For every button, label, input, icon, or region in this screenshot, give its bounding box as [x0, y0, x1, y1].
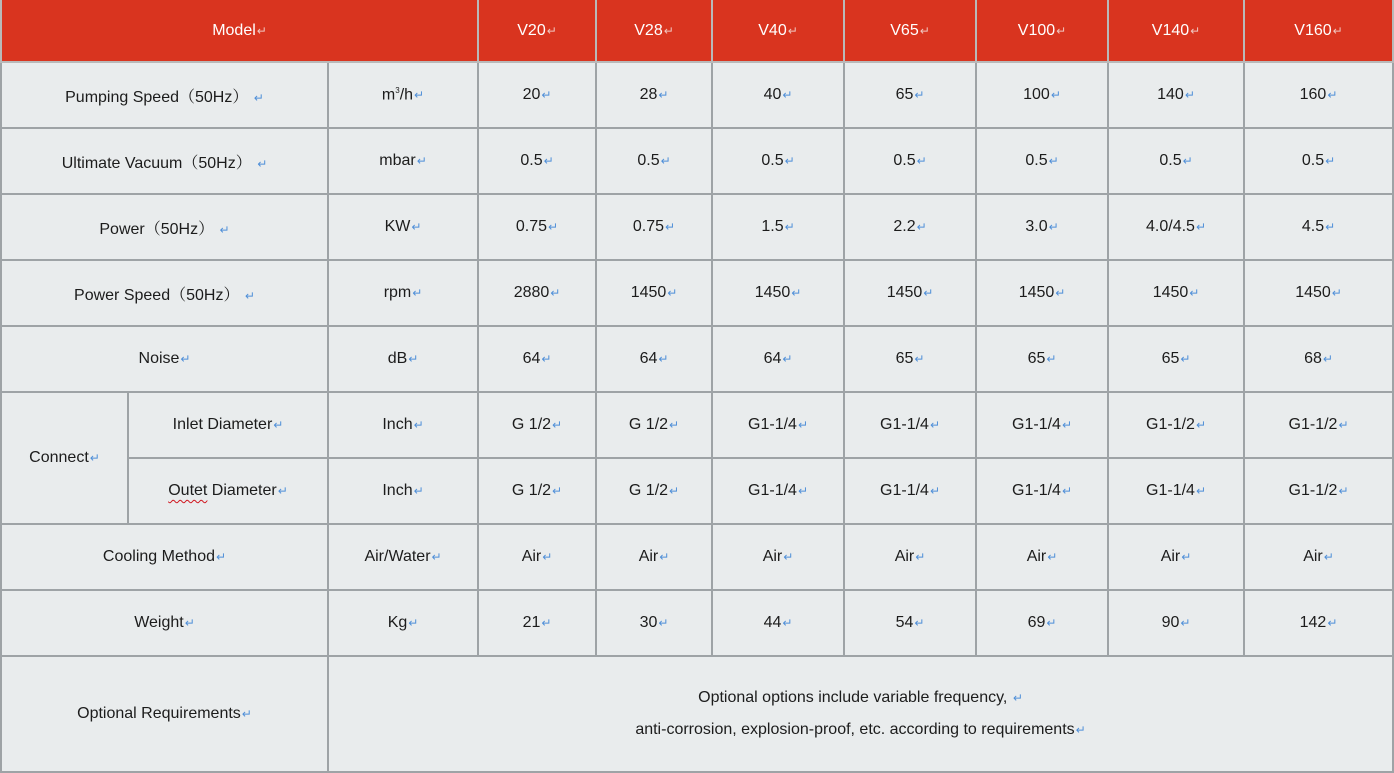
optional-line: anti-corrosion, explosion-proof, etc. according to requirements↵ — [635, 721, 1086, 738]
value-cell: 30↵ — [596, 590, 712, 656]
table-row — [1, 656, 1393, 772]
unit-cell: KW↵ — [328, 194, 478, 260]
value-cell: 1.5↵ — [712, 194, 844, 260]
unit-cell: dB↵ — [328, 326, 478, 392]
paragraph-mark-icon: ↵ — [797, 484, 808, 498]
paragraph-mark-icon: ↵ — [552, 484, 563, 498]
value-cell: 1450↵ — [844, 260, 976, 326]
value-cell: 160↵ — [1244, 62, 1393, 128]
paragraph-mark-icon: ↵ — [667, 286, 678, 300]
value-cell: 142↵ — [1244, 590, 1393, 656]
paragraph-mark-icon: ↵ — [1338, 484, 1349, 498]
paragraph-mark-icon: ↵ — [1056, 23, 1067, 38]
paragraph-mark-icon: ↵ — [791, 286, 802, 300]
paragraph-mark-icon: ↵ — [253, 90, 264, 105]
value-cell: 2880↵ — [478, 260, 596, 326]
paragraph-mark-icon: ↵ — [241, 707, 252, 721]
paragraph-mark-icon: ↵ — [216, 550, 227, 564]
value-cell: 0.5↵ — [596, 128, 712, 194]
row-label: Inlet Diameter↵ — [128, 392, 328, 458]
paragraph-mark-icon: ↵ — [257, 156, 268, 171]
header-model-label: Model↵ — [1, 0, 478, 62]
paragraph-mark-icon: ↵ — [1047, 550, 1058, 564]
paragraph-mark-icon: ↵ — [1046, 616, 1057, 630]
value-cell: Air↵ — [976, 524, 1108, 590]
value-cell: 0.5↵ — [976, 128, 1108, 194]
value-cell: 0.75↵ — [596, 194, 712, 260]
value-cell: 2.2↵ — [844, 194, 976, 260]
value-cell: G1-1/2↵ — [1108, 392, 1244, 458]
paragraph-mark-icon: ↵ — [797, 418, 808, 432]
value-cell: G1-1/4↵ — [976, 458, 1108, 524]
paragraph-mark-icon: ↵ — [1061, 418, 1072, 432]
paragraph-mark-icon: ↵ — [548, 220, 559, 234]
value-cell: Air↵ — [1108, 524, 1244, 590]
paragraph-mark-icon: ↵ — [665, 220, 676, 234]
value-cell: 0.5↵ — [1108, 128, 1244, 194]
paragraph-mark-icon: ↵ — [782, 88, 793, 102]
header-model: V40↵ — [712, 0, 844, 62]
value-cell: G 1/2↵ — [596, 458, 712, 524]
paragraph-mark-icon: ↵ — [542, 550, 553, 564]
header-model: V20↵ — [478, 0, 596, 62]
paragraph-mark-icon: ↵ — [1195, 418, 1206, 432]
paragraph-mark-icon: ↵ — [1075, 723, 1086, 737]
unit-cell: rpm↵ — [328, 260, 478, 326]
paragraph-mark-icon: ↵ — [431, 550, 442, 564]
unit-cell: Kg↵ — [328, 590, 478, 656]
table-row — [1, 194, 1393, 260]
paragraph-mark-icon: ↵ — [923, 286, 934, 300]
value-cell: 54↵ — [844, 590, 976, 656]
paragraph-mark-icon: ↵ — [783, 550, 794, 564]
value-cell: 0.75↵ — [478, 194, 596, 260]
paragraph-mark-icon: ↵ — [543, 154, 554, 168]
table-row — [1, 62, 1393, 128]
value-cell: 90↵ — [1108, 590, 1244, 656]
value-cell: G1-1/2↵ — [1244, 392, 1393, 458]
paragraph-mark-icon: ↵ — [256, 23, 267, 38]
value-cell: 0.5↵ — [478, 128, 596, 194]
paragraph-mark-icon: ↵ — [413, 484, 424, 498]
paragraph-mark-icon: ↵ — [1195, 484, 1206, 498]
paragraph-mark-icon: ↵ — [784, 154, 795, 168]
paragraph-mark-icon: ↵ — [1325, 154, 1336, 168]
paragraph-mark-icon: ↵ — [1046, 352, 1057, 366]
paragraph-mark-icon: ↵ — [1195, 220, 1207, 234]
paragraph-mark-icon: ↵ — [1061, 484, 1072, 498]
table-row — [1, 392, 1393, 458]
value-cell: G1-1/4↵ — [712, 458, 844, 524]
value-cell: Air↵ — [1244, 524, 1393, 590]
value-cell: 28↵ — [596, 62, 712, 128]
value-cell: 20↵ — [478, 62, 596, 128]
value-cell: 1450↵ — [976, 260, 1108, 326]
value-cell: G 1/2↵ — [596, 392, 712, 458]
paragraph-mark-icon: ↵ — [916, 154, 927, 168]
paragraph-mark-icon: ↵ — [663, 23, 674, 38]
paragraph-mark-icon: ↵ — [660, 154, 671, 168]
value-cell: Air↵ — [596, 524, 712, 590]
paragraph-mark-icon: ↵ — [659, 550, 670, 564]
row-label: Power（50Hz） ↵ — [1, 194, 328, 260]
paragraph-mark-icon: ↵ — [546, 23, 557, 38]
paragraph-mark-icon: ↵ — [277, 484, 288, 498]
value-cell: 65↵ — [976, 326, 1108, 392]
value-cell: 1450↵ — [1244, 260, 1393, 326]
value-cell: 100↵ — [976, 62, 1108, 128]
paragraph-mark-icon: ↵ — [669, 484, 680, 498]
value-cell: 44↵ — [712, 590, 844, 656]
value-cell: G1-1/4↵ — [712, 392, 844, 458]
value-cell: 0.5↵ — [1244, 128, 1393, 194]
paragraph-mark-icon: ↵ — [1182, 154, 1193, 168]
value-cell: 64↵ — [712, 326, 844, 392]
paragraph-mark-icon: ↵ — [914, 616, 925, 630]
value-cell: G 1/2↵ — [478, 392, 596, 458]
value-cell: Air↵ — [712, 524, 844, 590]
value-cell: 68↵ — [1244, 326, 1393, 392]
table-row — [1, 458, 1393, 524]
paragraph-mark-icon: ↵ — [784, 220, 795, 234]
value-cell: Air↵ — [478, 524, 596, 590]
value-cell: 21↵ — [478, 590, 596, 656]
value-cell: 3.0↵ — [976, 194, 1108, 260]
row-label: Noise↵ — [1, 326, 328, 392]
paragraph-mark-icon: ↵ — [412, 286, 423, 300]
paragraph-mark-icon: ↵ — [658, 616, 669, 630]
optional-requirements-text — [328, 656, 1393, 772]
paragraph-mark-icon: ↵ — [1012, 691, 1023, 705]
paragraph-mark-icon: ↵ — [1327, 616, 1338, 630]
paragraph-mark-icon: ↵ — [1325, 220, 1336, 234]
paragraph-mark-icon: ↵ — [408, 352, 419, 366]
value-cell: G 1/2↵ — [478, 458, 596, 524]
row-label: Weight↵ — [1, 590, 328, 656]
paragraph-mark-icon: ↵ — [929, 484, 940, 498]
row-label: Outet Diameter↵ — [128, 458, 328, 524]
value-cell: G1-1/4↵ — [976, 392, 1108, 458]
value-cell: 65↵ — [844, 62, 976, 128]
paragraph-mark-icon: ↵ — [1323, 550, 1334, 564]
unit-cell: Inch↵ — [328, 392, 478, 458]
unit-cell: mbar↵ — [328, 128, 478, 194]
paragraph-mark-icon: ↵ — [915, 550, 926, 564]
paragraph-mark-icon: ↵ — [408, 616, 419, 630]
value-cell: 4.0/4.5↵ — [1108, 194, 1244, 260]
paragraph-mark-icon: ↵ — [541, 352, 552, 366]
paragraph-mark-icon: ↵ — [1184, 88, 1195, 102]
table-row — [1, 590, 1393, 656]
paragraph-mark-icon: ↵ — [1189, 286, 1200, 300]
header-model: V160↵ — [1244, 0, 1393, 62]
value-cell: 140↵ — [1108, 62, 1244, 128]
paragraph-mark-icon: ↵ — [414, 88, 425, 103]
table-row — [1, 326, 1393, 392]
paragraph-mark-icon: ↵ — [89, 451, 100, 465]
paragraph-mark-icon: ↵ — [782, 352, 793, 366]
paragraph-mark-icon: ↵ — [550, 286, 561, 300]
paragraph-mark-icon: ↵ — [1180, 352, 1191, 366]
table-row — [1, 128, 1393, 194]
paragraph-mark-icon: ↵ — [658, 352, 669, 366]
paragraph-mark-icon: ↵ — [914, 88, 925, 102]
value-cell: 1450↵ — [596, 260, 712, 326]
header-model: V140↵ — [1108, 0, 1244, 62]
optional-line: Optional options include variable frequency, ↵ — [698, 689, 1023, 706]
header-row — [1, 0, 1393, 62]
paragraph-mark-icon: ↵ — [782, 616, 793, 630]
paragraph-mark-icon: ↵ — [413, 418, 424, 432]
paragraph-mark-icon: ↵ — [914, 352, 925, 366]
row-label: Power Speed（50Hz） ↵ — [1, 260, 328, 326]
unit-cell: Inch↵ — [328, 458, 478, 524]
value-cell: G1-1/4↵ — [844, 392, 976, 458]
paragraph-mark-icon: ↵ — [1181, 550, 1192, 564]
value-cell: G1-1/4↵ — [1108, 458, 1244, 524]
row-label: Ultimate Vacuum（50Hz） ↵ — [1, 128, 328, 194]
value-cell: G1-1/4↵ — [844, 458, 976, 524]
value-cell: Air↵ — [844, 524, 976, 590]
value-cell: 1450↵ — [1108, 260, 1244, 326]
value-cell: 40↵ — [712, 62, 844, 128]
paragraph-mark-icon: ↵ — [1327, 88, 1338, 102]
header-model: V28↵ — [596, 0, 712, 62]
row-label: Cooling Method↵ — [1, 524, 328, 590]
value-cell: 0.5↵ — [844, 128, 976, 194]
paragraph-mark-icon: ↵ — [1332, 23, 1343, 38]
header-model: V65↵ — [844, 0, 976, 62]
value-cell: 4.5↵ — [1244, 194, 1393, 260]
value-cell: 65↵ — [1108, 326, 1244, 392]
paragraph-mark-icon: ↵ — [1048, 220, 1059, 234]
paragraph-mark-icon: ↵ — [552, 418, 563, 432]
table-row — [1, 260, 1393, 326]
paragraph-mark-icon: ↵ — [1190, 23, 1201, 38]
paragraph-mark-icon: ↵ — [1055, 286, 1066, 300]
spellcheck-underline: Outet — [168, 482, 208, 499]
value-cell: 64↵ — [478, 326, 596, 392]
value-cell: 69↵ — [976, 590, 1108, 656]
paragraph-mark-icon: ↵ — [541, 616, 552, 630]
value-cell: 64↵ — [596, 326, 712, 392]
value-cell: G1-1/2↵ — [1244, 458, 1393, 524]
paragraph-mark-icon: ↵ — [669, 418, 680, 432]
table-row — [1, 524, 1393, 590]
value-cell: 1450↵ — [712, 260, 844, 326]
paragraph-mark-icon: ↵ — [416, 154, 427, 168]
paragraph-mark-icon: ↵ — [244, 288, 255, 303]
value-cell: 65↵ — [844, 326, 976, 392]
paragraph-mark-icon: ↵ — [658, 88, 669, 102]
unit-cell: $m^3/h↵$ — [328, 62, 478, 128]
header-model: V100↵ — [976, 0, 1108, 62]
paragraph-mark-icon: ↵ — [411, 220, 422, 234]
paragraph-mark-icon: ↵ — [787, 23, 798, 38]
row-label: Optional Requirements↵ — [1, 656, 328, 772]
value-cell: 0.5↵ — [712, 128, 844, 194]
paragraph-mark-icon: ↵ — [1050, 88, 1061, 102]
paragraph-mark-icon: ↵ — [273, 418, 284, 432]
paragraph-mark-icon: ↵ — [180, 352, 191, 366]
unit-cell: Air/Water↵ — [328, 524, 478, 590]
paragraph-mark-icon: ↵ — [541, 88, 552, 102]
paragraph-mark-icon: ↵ — [1048, 154, 1059, 168]
row-label: Pumping Speed（50Hz） ↵ — [1, 62, 328, 128]
paragraph-mark-icon: ↵ — [184, 616, 195, 630]
row-group-label: Connect↵ — [1, 392, 128, 524]
paragraph-mark-icon: ↵ — [919, 23, 930, 38]
paragraph-mark-icon: ↵ — [1322, 352, 1333, 366]
paragraph-mark-icon: ↵ — [1338, 418, 1349, 432]
paragraph-mark-icon: ↵ — [219, 222, 230, 237]
paragraph-mark-icon: ↵ — [1331, 286, 1342, 300]
paragraph-mark-icon: ↵ — [929, 418, 940, 432]
paragraph-mark-icon: ↵ — [1180, 616, 1191, 630]
paragraph-mark-icon: ↵ — [916, 220, 927, 234]
